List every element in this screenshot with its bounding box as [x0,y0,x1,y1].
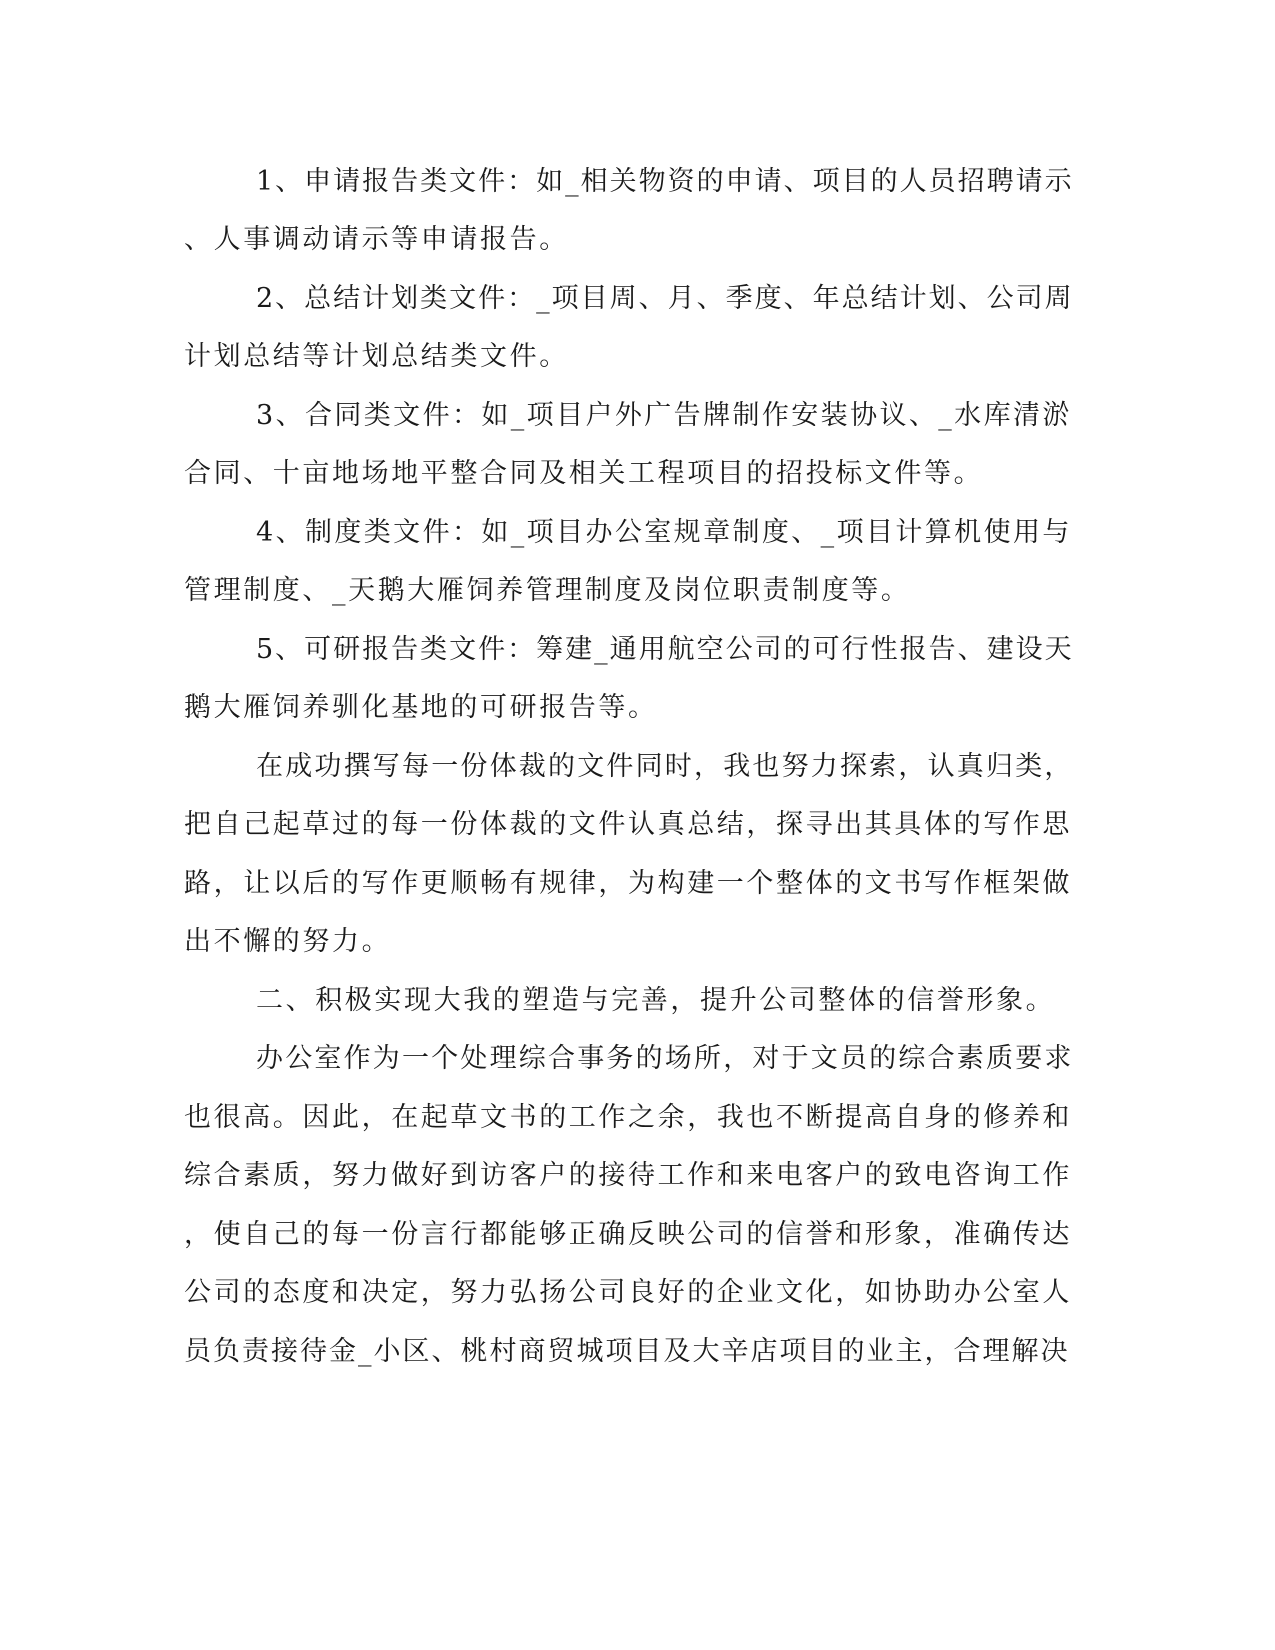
paragraph-7-line-4: ，使自己的每一份言行都能够正确反映公司的信誉和形象，准确传达 [184,1219,1072,1250]
paragraph-4-line-1: 4、制度类文件：如_项目办公室规章制度、_项目计算机使用与 [256,517,1072,548]
paragraph-6-line-3: 路，让以后的写作更顺畅有规律，为构建一个整体的文书写作框架做 [184,868,1072,899]
paragraph-3-line-2: 合同、十亩地场地平整合同及相关工程项目的招投标文件等。 [184,458,984,489]
paragraph-2-line-1: 2、总结计划类文件：_项目周、月、季度、年总结计划、公司周 [256,283,1074,314]
section-heading-2: 二、积极实现大我的塑造与完善，提升公司整体的信誉形象。 [256,985,1056,1016]
paragraph-1-line-1: 1、申请报告类文件：如_相关物资的申请、项目的人员招聘请示 [256,166,1074,197]
paragraph-6-line-4: 出不懈的努力。 [184,926,392,957]
paragraph-5-line-1: 5、可研报告类文件：筹建_通用航空公司的可行性报告、建设天 [256,634,1074,665]
paragraph-6-line-1: 在成功撰写每一份体裁的文件同时，我也努力探索，认真归类， [256,751,1074,782]
paragraph-6-line-2: 把自己起草过的每一份体裁的文件认真总结，探寻出其具体的写作思 [184,809,1072,840]
paragraph-1-line-2: 、人事调动请示等申请报告。 [184,224,569,255]
paragraph-7-line-5: 公司的态度和决定，努力弘扬公司良好的企业文化，如协助办公室人 [184,1277,1072,1308]
paragraph-4-line-2: 管理制度、_天鹅大雁饲养管理制度及岗位职责制度等。 [184,575,911,606]
paragraph-7-line-2: 也很高。因此，在起草文书的工作之余，我也不断提高自身的修养和 [184,1102,1072,1133]
paragraph-3-line-1: 3、合同类文件：如_项目户外广告牌制作安装协议、_水库清淤 [256,400,1072,431]
paragraph-7-line-3: 综合素质，努力做好到访客户的接待工作和来电客户的致电咨询工作 [184,1160,1072,1191]
paragraph-5-line-2: 鹅大雁饲养驯化基地的可研报告等。 [184,692,658,723]
paragraph-7-line-1: 办公室作为一个处理综合事务的场所，对于文员的综合素质要求 [256,1043,1074,1074]
paragraph-2-line-2: 计划总结等计划总结类文件。 [184,341,569,372]
paragraph-7-line-6: 员负责接待金_小区、桃村商贸城项目及大辛店项目的业主，合理解决 [184,1336,1070,1367]
